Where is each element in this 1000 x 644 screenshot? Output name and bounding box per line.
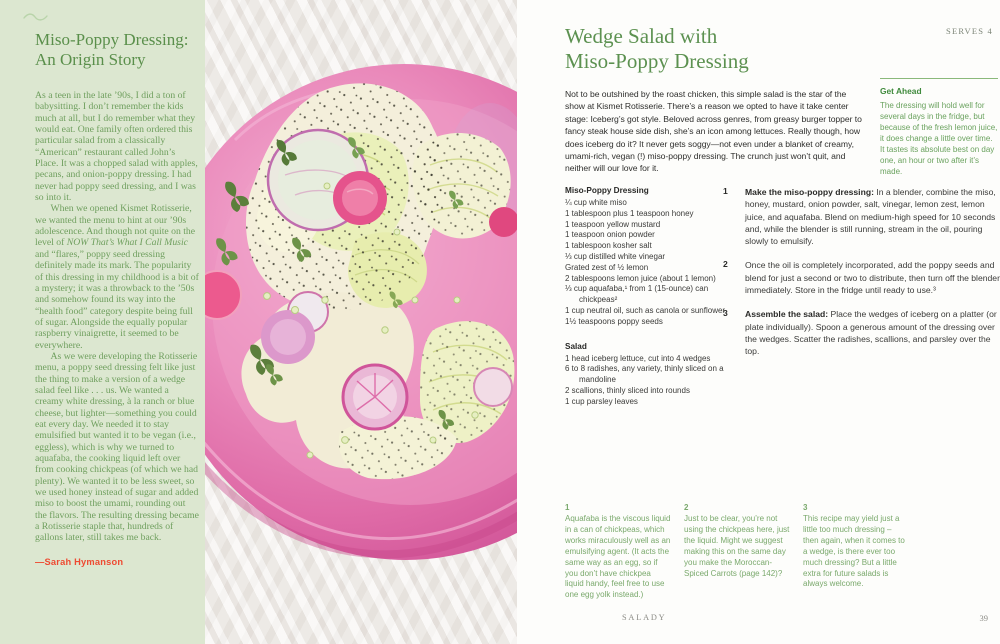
- ingredients-list: [565, 186, 747, 408]
- ingredient-item: Grated zest of ½ lemon: [565, 262, 649, 272]
- ingredient-item: ⅓ cup distilled white vinegar: [565, 251, 666, 261]
- recipe-title: [565, 24, 749, 74]
- recipe-intro: Not to be outshined by the roast chicken, this simple salad is the star of the show at Kismet Rotisserie. There’s a reason we opted to have it take center stage: Iceberg’s got style. Beloved across genres, from greasy burger topper to fancy steak house side dish, she’s an icon among lettuces. Really though, how does iceberg do it? It never gets soggy—not even under a blanket of creamy, umami-rich, vegan (!) miso-poppy dressing. The crunch just won’t quit, and neither will our love for it.: [565, 89, 862, 174]
- footnote-text: Just to be clear, you’re not using the chickpeas here, just the liquid. Might we suggest making this on the same day you make the Moroccan-Spiced Carrots (page 142)?: [684, 514, 790, 578]
- get-ahead-heading: Get Ahead: [880, 86, 922, 96]
- chapter-footer-label: SALADY: [622, 613, 667, 622]
- ingredient-group-dressing: [565, 186, 747, 328]
- serves-label: SERVES 4: [946, 26, 993, 36]
- essay-title: [35, 30, 203, 70]
- ingredient-item: 1½ teaspoons poppy seeds: [565, 316, 663, 326]
- step-number: 1: [723, 186, 728, 196]
- ingredient-item: 1 cup parsley leaves: [565, 396, 638, 406]
- ingredient-item: ⅓ cup aquafaba,¹ from 1 (15-ounce) can chickpeas²: [565, 284, 709, 305]
- footnote-number: 2: [684, 503, 689, 512]
- step-1: [723, 186, 1000, 247]
- essay-title-line1: Miso-Poppy Dressing:: [35, 30, 189, 49]
- essay-p2-post: and “flares,” poppy seed dressing definitely made its mark. The popularity of this dressing in my childhood is a bit of a mystery; it was a throwback to the ’50s and somehow found its way into the “health food” category despite being full of sugar. Alongside the equally popular raspberry vinaigrette, it seemed to be everywhere.: [35, 248, 199, 351]
- step-2: [723, 259, 1000, 296]
- left-page: [0, 0, 205, 644]
- ingredient-item: 1 head iceberg lettuce, cut into 4 wedges: [565, 353, 711, 363]
- essay-paragraph-3: [35, 351, 199, 544]
- method-steps: [723, 186, 1000, 370]
- footnote-number: 3: [803, 503, 808, 512]
- recipe-title-line2: Miso-Poppy Dressing: [565, 49, 749, 73]
- ingredient-item: 2 scallions, thinly sliced into rounds: [565, 385, 690, 395]
- salad-photo-illustration: [205, 0, 517, 644]
- decorative-squiggle-icon: [22, 10, 52, 24]
- footnote-text: Aquafaba is the viscous liquid in a can of chickpeas, which works miraculously well as an emulsifying agent. (It acts the same way as an egg, so if you don’t have chickpea liquid handy, feel free to use one egg yolk instead.): [565, 514, 671, 600]
- ingredient-item: 2 tablespoons lemon juice (about 1 lemon): [565, 273, 716, 283]
- essay-title-line2: An Origin Story: [35, 50, 146, 69]
- step-text: [745, 259, 1000, 296]
- footnotes: [565, 503, 909, 601]
- step-number: 2: [723, 259, 728, 270]
- footnote-number: 1: [565, 503, 570, 512]
- ingredient-heading: Miso-Poppy Dressing: [565, 186, 649, 195]
- get-ahead-rule: [880, 78, 998, 79]
- ingredient-heading: Salad: [565, 341, 587, 351]
- essay-p2-italic: NOW That’s What I Call Music: [66, 237, 188, 249]
- ingredient-item: 1 tablespoon plus 1 teaspoon honey: [565, 208, 694, 218]
- essay-p3-text: As we were developing the Rotisserie menu, a poppy seed dressing felt like just the thing to make a version of a wedge salad feel like . . . us. We wanted a creamy white dressing, à la ranch or blue cheese, but lighter—something you could eat every day. We needed it to stay emulsified but wanted it to be vegan (i.e., eggless), which is why we turned to aquafaba, the cooking liquid left over from cooking chickpeas (of which we had plenty). We wanted it to be less sweet, so we used honey instead of sugar and added miso to boost the umami, rounding out the flavors. The resulting dressing became a Rotisserie staple that, hundreds of gallons later, still takes me back.: [35, 350, 199, 544]
- recipe-title-line1: Wedge Salad with: [565, 24, 718, 48]
- essay-body: [35, 90, 199, 568]
- step-text: [745, 186, 1000, 247]
- step-lead: Make the miso-poppy dressing:: [745, 187, 877, 197]
- author-byline: —Sarah Hymanson: [35, 556, 124, 567]
- get-ahead-body: The dressing will hold well for several days in the fridge, but because of the fresh lemon juice, it does change a little over time. It tastes its absolute best on day one, an hour or two after it’s made.: [880, 101, 998, 176]
- step-body: Place the wedges of iceberg on a platter (or plate individually). Spoon a generous amount of the dressing over the wedges. Scatter the radishes, scallions, and parsley over the top.: [745, 309, 997, 357]
- right-page: [517, 0, 1000, 644]
- step-3: [723, 308, 1000, 357]
- step-lead: Assemble the salad:: [745, 309, 831, 320]
- get-ahead-sidebar: [880, 78, 998, 177]
- footnote-3: [803, 503, 909, 601]
- step-body: Once the oil is completely incorporated, add the poppy seeds and blend for just a second or two to distribute, then turn off the blender immediately. Store in the fridge until ready to use.³: [745, 260, 1000, 296]
- footnote-text: This recipe may yield just a little too much dressing – then again, when it comes to a wedge, is there ever too much dressing? But a little extra for future salads is always welcome.: [803, 514, 905, 589]
- essay-paragraph-1: [35, 90, 199, 203]
- footnote-2: [684, 503, 790, 601]
- ingredient-item: 1 teaspoon onion powder: [565, 230, 655, 240]
- essay-p1-text: As a teen in the late ’90s, I did a ton of babysitting. I don’t remember the kids much at all, but I do remember what they would eat. One family often ordered this particular salad from a classically “American” restaurant called John’s Place. It was a chopped salad with apples, pecans, and onion-poppy dressing. I had never had poppy seed dressing, and I was so into it.: [35, 90, 198, 204]
- page-number: 39: [979, 613, 988, 623]
- salad-photo: [205, 0, 517, 644]
- ingredient-item: ¼ cup white miso: [565, 198, 627, 207]
- step-body: In a blender, combine the miso, honey, mustard, onion powder, salt, vinegar, lemon zest, lemon juice, and aquafaba. Blend on medium-high speed for 10 seconds and, while the blender is still running, stream in the oil, pouring slowly to emulsify.: [745, 187, 996, 247]
- essay-paragraph-2: [35, 203, 199, 350]
- ingredient-item: 6 to 8 radishes, any variety, thinly sliced on a mandoline: [565, 364, 724, 385]
- ingredient-item: 1 teaspoon yellow mustard: [565, 219, 661, 229]
- step-number: 3: [723, 308, 728, 319]
- ingredient-item: 1 tablespoon kosher salt: [565, 241, 652, 251]
- ingredient-group-salad: [565, 342, 747, 408]
- essay-p2-pre: When we opened Kismet Rotisserie, we wanted the menu to hint at our ’90s adolescence. And though not quite on the level of: [35, 203, 196, 249]
- ingredient-item: 1 cup neutral oil, such as canola or sunflower: [565, 305, 726, 315]
- footnote-1: [565, 503, 671, 601]
- step-text: [745, 308, 1000, 357]
